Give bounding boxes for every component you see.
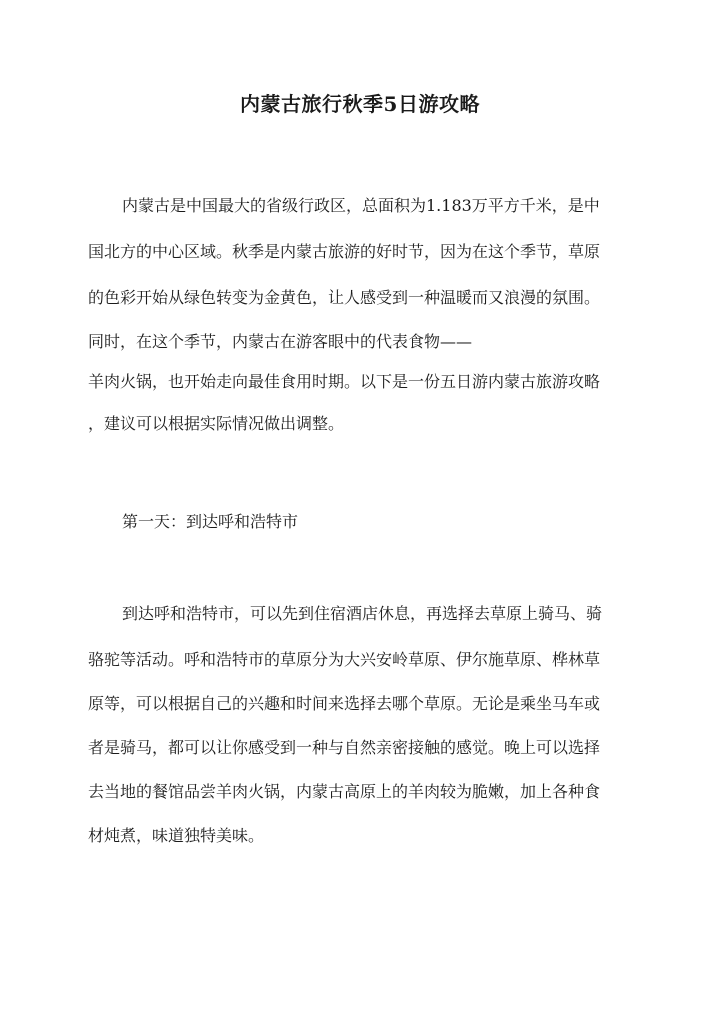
intro-line: 羊肉火锅，也开始走向最佳食用时期。以下是一份五日游内蒙古旅游攻略 bbox=[88, 372, 601, 391]
day1-line: 骆驼等活动。呼和浩特市的草原分为大兴安岭草原、伊尔施草原、桦林草 bbox=[88, 650, 601, 669]
intro-line: 的色彩开始从绿色转变为金黄色，让人感受到一种温暖而又浪漫的氛围。 bbox=[88, 288, 601, 307]
day1-line: 原等，可以根据自己的兴趣和时间来选择去哪个草原。无论是乘坐马车或 bbox=[88, 694, 601, 713]
intro-line: 国北方的中心区域。秋季是内蒙古旅游的好时节，因为在这个季节，草原 bbox=[88, 242, 601, 261]
day1-line: 到达呼和浩特市，可以先到住宿酒店休息，再选择去草原上骑马、骑 bbox=[122, 604, 603, 623]
document-title: 内蒙古旅行秋季5日游攻略 bbox=[240, 92, 480, 116]
day1-heading: 第一天：到达呼和浩特市 bbox=[122, 512, 299, 531]
intro-line: 内蒙古是中国最大的省级行政区，总面积为1.183万平方千米，是中 bbox=[122, 196, 600, 215]
day1-line: 者是骑马，都可以让你感受到一种与自然亲密接触的感觉。晚上可以选择 bbox=[88, 738, 601, 757]
intro-line: 同时，在这个季节，内蒙古在游客眼中的代表食物—— bbox=[88, 332, 473, 351]
day1-line: 去当地的餐馆品尝羊肉火锅，内蒙古高原上的羊肉较为脆嫩，加上各种食 bbox=[88, 782, 601, 801]
intro-line: ，建议可以根据实际情况做出调整。 bbox=[88, 414, 345, 433]
day1-line: 材炖煮，味道独特美味。 bbox=[88, 826, 265, 845]
